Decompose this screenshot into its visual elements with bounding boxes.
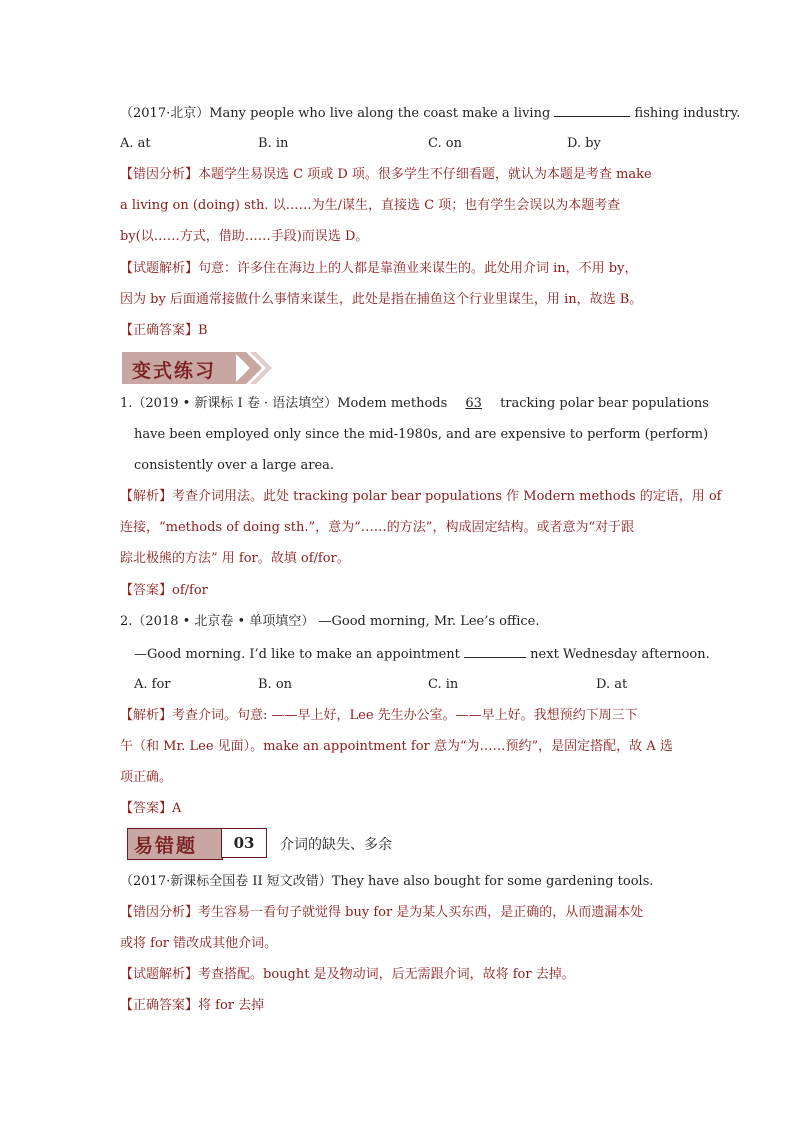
ex2-answer (120, 799, 181, 819)
q1-answer (120, 321, 208, 341)
q1-option-d: D. by (567, 136, 601, 151)
ex1-stem-part2: tracking polar bear populations (495, 396, 709, 411)
q3-stem: （2017·新课标全国卷 II 短文改错）They have also bought for some gardening tools. (120, 874, 654, 889)
ex1-answer-value: of/for (172, 583, 208, 598)
banner-title: 变式练习 (132, 360, 217, 382)
ex1-analysis-line3: 踪北极熊的方法” 用 for。故填 of/for。 (120, 551, 350, 566)
q1-analysis-line2: 因为 by 后面通常接做什么事情来谋生，此处是指在捕鱼这个行业里谋生，用 in，故选 B。 (120, 292, 643, 307)
answer-tag: 【正确答案】 (120, 998, 199, 1013)
ex2-stem-part2: next Wednesday afternoon. (526, 647, 710, 662)
q3-error-analysis-line1 (120, 903, 643, 923)
answer-tag: 【答案】 (120, 583, 173, 598)
q1-stem-part2: fishing industry. (630, 106, 741, 121)
q1-blank (554, 102, 630, 117)
heading-number: 03 (221, 828, 267, 858)
q3-analysis-line1 (120, 965, 575, 985)
q1-option-b: B. in (258, 136, 289, 151)
ex2-answer-value: A (172, 801, 182, 816)
analysis-tag: 【解析】 (120, 489, 173, 504)
practice-banner (122, 352, 272, 384)
heading-title: 介词的缺失、多余 (280, 837, 392, 853)
q1-option-a: A. at (120, 136, 151, 151)
answer-tag: 【正确答案】 (120, 323, 199, 338)
analysis-tag: 【解析】 (120, 708, 173, 723)
ex2-stem-part1: —Good morning. I’d like to make an appointment (134, 647, 465, 662)
ex1-stem-part1: 1.（2019 • 新课标 I 卷 · 语法填空）Modem methods (120, 396, 452, 411)
q1-analysis-line1 (120, 259, 637, 279)
q1-answer-value: B (198, 323, 208, 338)
ex1-stem-line1 (120, 394, 709, 414)
q1-error-analysis-line1 (120, 165, 652, 185)
q3-answer-value: 将 for 去掉 (198, 998, 265, 1013)
ex2-option-b: B. on (258, 677, 293, 692)
ex2-analysis-line2: 午（和 Mr. Lee 见面）。make an appointment for 意为“为……预约”，是固定搭配，故 A 选 (120, 739, 673, 754)
q3-analysis-text1: 考查搭配。bought 是及物动词，后无需跟介词，故将 for 去掉。 (198, 967, 575, 982)
q1-stem-part1: （2017·北京）Many people who live along the coast make a living (120, 106, 555, 121)
ex2-option-c: C. in (428, 677, 459, 692)
q1-option-c: C. on (428, 136, 462, 151)
heading-label: 易错题 (134, 835, 198, 857)
ex1-answer (120, 581, 208, 601)
ex2-option-a: A. for (134, 677, 171, 692)
ex1-stem-line3: consistently over a large area. (134, 458, 335, 473)
ex2-stem-line1: 2.（2018 • 北京卷 • 单项填空） —Good morning, Mr. Lee’s office. (120, 614, 540, 629)
ex2-analysis-line3: 项正确。 (120, 770, 173, 785)
q3-error-text1: 考生容易一看句子就觉得 buy for 是为某人买东西，是正确的，从而遗漏本处 (198, 905, 644, 920)
q1-error-text1: 本题学生易误选 C 项或 D 项。很多学生不仔细看题，就认为本题是考查 make (198, 167, 652, 182)
ex2-analysis-line1 (120, 706, 638, 726)
q1-stem (120, 102, 740, 124)
q1-analysis-text1: 句意：许多住在海边上的人都是靠渔业来谋生的。此处用介词 in，不用 by， (198, 261, 638, 276)
error-analysis-tag: 【错因分析】 (120, 905, 199, 920)
ex2-analysis-text1: 考查介词。句意: ——早上好，Lee 先生办公室。——早上好。我想预约下周三下 (172, 708, 638, 723)
ex2-option-d: D. at (596, 677, 628, 692)
q1-error-analysis-line2: a living on (doing) sth. 以……为生/谋生，直接选 C 项；也有学生会误以为本题考查 (120, 198, 621, 213)
answer-tag: 【答案】 (120, 801, 173, 816)
q3-answer (120, 996, 264, 1016)
q3-error-analysis-line2: 或将 for 错改成其他介词。 (120, 936, 278, 951)
ex1-stem-line2: have been employed only since the mid-1980s, and are expensive to perform (perform) (134, 427, 709, 442)
analysis-tag: 【试题解析】 (120, 261, 199, 276)
error-analysis-tag: 【错因分析】 (120, 167, 199, 182)
ex2-stem-line2 (134, 643, 710, 665)
q1-error-analysis-line3: by(以……方式，借助……手段)而误选 D。 (120, 229, 369, 244)
analysis-tag: 【试题解析】 (120, 967, 199, 982)
ex1-analysis-line2: 连接，“methods of doing sth.”，意为“……的方法”，构成固定结构。或者意为“对于跟 (120, 520, 635, 535)
ex2-blank (464, 643, 526, 658)
error-prone-heading (127, 828, 223, 860)
ex1-analysis-text1: 考查介词用法。此处 tracking polar bear populations 作 Modern methods 的定语，用 of (172, 489, 722, 504)
ex1-analysis-line1 (120, 487, 721, 507)
ex1-blank-number: 63 (465, 396, 482, 411)
